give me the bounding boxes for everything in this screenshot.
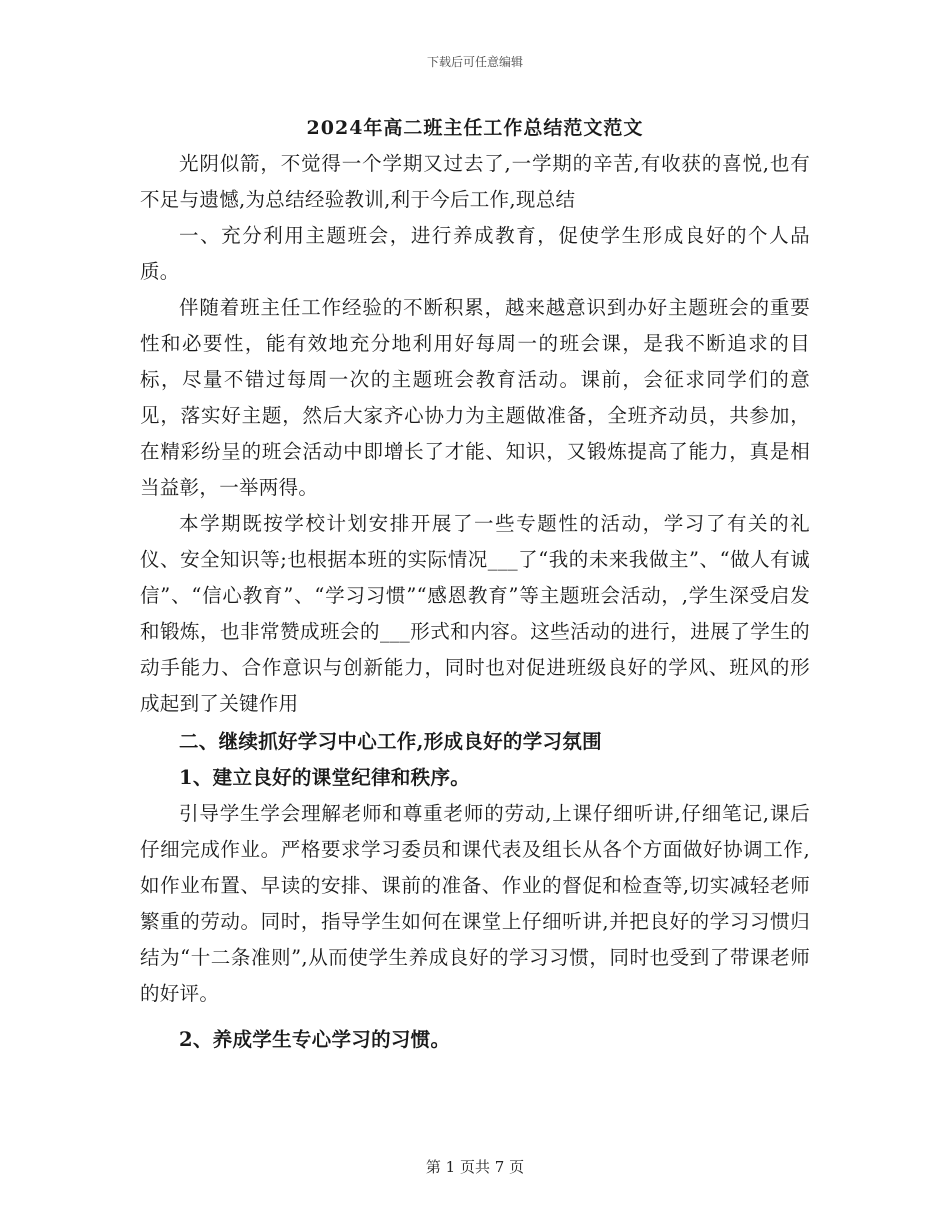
paragraph-body-3: 引导学生学会理解老师和尊重老师的劳动,上课仔细听讲,仔细笔记,课后仔细完成作业。严格要求学习委员和课代表及组长从各个方面做好协调工作,如作业布置、早读的安排、课前的准备、作业的督促和检查等,切实减轻老师繁重的劳动。同时，指导学生如何在课堂上仔细听讲,并把良好的学习习惯归结为“十二条准则”,从而使学生养成良好的学习习惯，同时也受到了带课老师的好评。	[140, 802, 810, 1005]
paragraph-intro: 光阴似箭，不觉得一个学期又过去了,一学期的辛苦,有收获的喜悦,也有不足与遗憾,为总结经验教训,利于今后工作,现总结	[140, 152, 810, 211]
document-body	[140, 112, 810, 1058]
paragraph-body-2: 本学期既按学校计划安排开展了一些专题性的活动，学习了有关的礼仪、安全知识等;也根据本班的实际情况___了“我的未来我做主”、“做人有诚信”、“信心教育”、“学习习惯”“感恩教育”等主题班会活动，,学生深受启发和锻炼，也非常赞成班会的___形式和内容。这些活动的进行，进展了学生的动手能力、合作意识与创新能力，同时也对促进班级良好的学风、班风的形成起到了关键作用	[140, 512, 810, 715]
paragraph-section-1: 一、充分利用主题班会，进行养成教育，促使学生形成良好的个人品质。	[140, 224, 810, 283]
section-heading-2: 二、继续抓好学习中心工作,形成良好的学习氛围	[179, 730, 602, 753]
document-title: 2024年高二班主任工作总结范文范文	[306, 117, 644, 139]
subheading-2-1: 1、建立良好的课堂纪律和秩序。	[179, 766, 471, 789]
subheading-2-2: 2、养成学生专心学习的习惯。	[179, 1028, 451, 1051]
paragraph-body-1: 伴随着班主任工作经验的不断积累，越来越意识到办好主题班会的重要性和必要性，能有效地充分地利用好每周一的班会课，是我不断追求的目标，尽量不错过每周一次的主题班会教育活动。课前，会征求同学们的意见，落实好主题，然后大家齐心协力为主题做准备，全班齐动员，共参加，在精彩纷呈的班会活动中即增长了才能、知识，又锻炼提高了能力，真是相当益彰，一举两得。	[140, 296, 810, 499]
page-number-footer: 第 1 页共 7 页	[425, 1158, 525, 1176]
header-note: 下载后可任意编辑	[426, 55, 523, 69]
